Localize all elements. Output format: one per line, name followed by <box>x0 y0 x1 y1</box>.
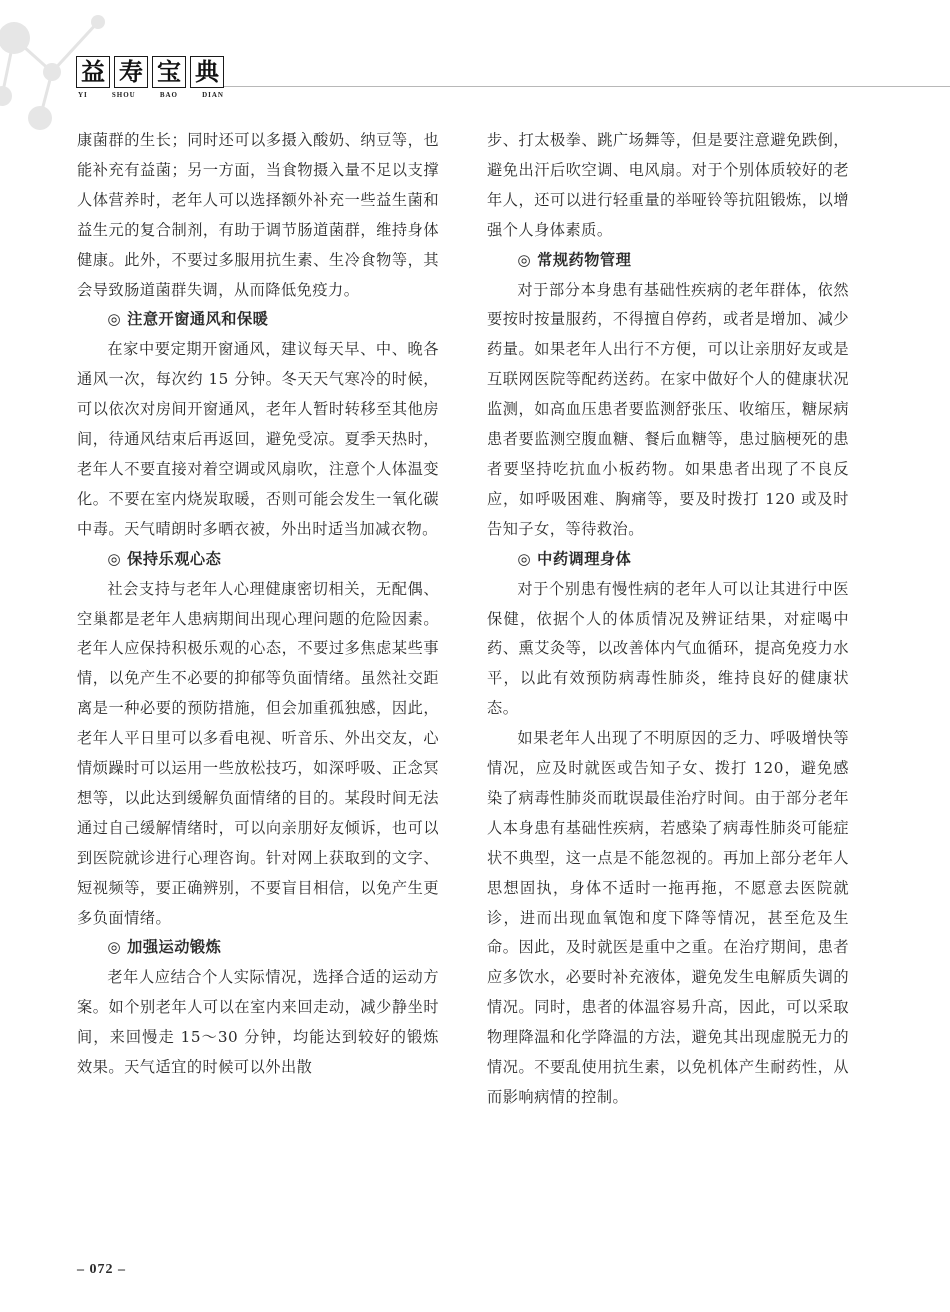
body-paragraph: 对于部分本身患有基础性疾病的老年群体，依然要按时按量服药，不得擅自停药，或者是增加、减少药量。如果老年人出行不方便，可以让亲朋好友或是互联网医院等配药送药。在家中做好个人的健康状况监测，如高血压患者要监测舒张压、收缩压，糖尿病患者要监测空腹血糖、餐后血糖等，患过脑梗死的患者要坚持吃抗血小板药物。如果患者出现了不良反应，如呼吸困难、胸痛等，要及时拨打 120 或及时告知子女，等待救治。 <box>487 280 849 538</box>
body-paragraph: 对于个别患有慢性病的老年人可以让其进行中医保健，依据个人的体质情况及辨证结果，对症喝中药、熏艾灸等，以改善体内气血循环，提高免疫力水平，以此有效预防病毒性肺炎，维持良好的健康状态。 <box>487 579 849 718</box>
body-paragraph: 康菌群的生长；同时还可以多摄入酸奶、纳豆等，也能补充有益菌；另一方面，当食物摄入量不足以支撑人体营养时，老年人可以选择额外补充一些益生菌和益生元的复合制剂，有助于调节肠道菌群，维持身体健康。此外，不要过多服用抗生素、生冷食物等，其会导致肠道菌群失调，从而降低免疫力。 <box>77 131 439 299</box>
pinyin-syllable: YI <box>78 91 88 99</box>
section-heading <box>487 246 849 276</box>
pinyin-syllable: DIAN <box>202 91 224 99</box>
section-heading-text: 常规药物管理 <box>537 250 632 269</box>
right-column <box>487 126 849 1113</box>
header-rule <box>222 86 950 87</box>
section-heading <box>487 545 849 575</box>
body-paragraph: 老年人应结合个人实际情况，选择合适的运动方案。如个别老年人可以在室内来回走动，减少静坐时间，来回慢走 15～30 分钟，均能达到较好的锻炼效果。天气适宜的时候可以外出散 <box>77 968 439 1077</box>
body-paragraph: 步、打太极拳、跳广场舞等，但是要注意避免跌倒，避免出汗后吹空调、电风扇。对于个别体质较好的老年人，还可以进行轻重量的举哑铃等抗阻锻炼，以增强个人身体素质。 <box>487 131 849 239</box>
logo-char: 典 <box>190 56 224 88</box>
body-paragraph: 社会支持与老年人心理健康密切相关，无配偶、空巢都是老年人患病期间出现心理问题的危险因素。老年人应保持积极乐观的心态，不要过多焦虑某些事情，以免产生不必要的抑郁等负面情绪。虽然社交距离是一种必要的预防措施，但会加重孤独感，因此，老年人平日里可以多看电视、听音乐、外出交友，心情烦躁时可以运用一些放松技巧，如深呼吸、正念冥想等，以此达到缓解负面情绪的目的。某段时间无法通过自己缓解情绪时，可以向亲朋好友倾诉，也可以到医院就诊进行心理咨询。针对网上获取到的文字、短视频等，要正确辨别，不要盲目相信，以免产生更多负面情绪。 <box>77 579 439 927</box>
section-heading-text: 注意开窗通风和保暖 <box>127 310 269 329</box>
section-heading-text: 加强运动锻炼 <box>127 938 222 957</box>
heading-marker: ◎ <box>107 310 122 329</box>
section-heading-text: 保持乐观心态 <box>127 549 222 568</box>
logo-char: 益 <box>76 56 110 88</box>
logo-char: 寿 <box>114 56 148 88</box>
pinyin-syllable: SHOU <box>111 91 136 99</box>
section-heading <box>77 545 439 575</box>
left-column <box>77 126 439 1083</box>
heading-marker: ◎ <box>517 549 532 568</box>
heading-marker: ◎ <box>517 250 532 269</box>
section-heading <box>77 933 439 963</box>
body-paragraph: 在家中要定期开窗通风，建议每天早、中、晚各通风一次，每次约 15 分钟。冬天天气寒冷的时候，可以依次对房间开窗通风，老年人暂时转移至其他房间，待通风结束后再返回，避免受凉。夏季天热时，老年人不要直接对着空调或风扇吹，注意个人体温变化。不要在室内烧炭取暖，否则可能会发生一氧化碳中毒。天气晴朗时多晒衣被，外出时适当加减衣物。 <box>77 340 439 538</box>
body-paragraph: 如果老年人出现了不明原因的乏力、呼吸增快等情况，应及时就医或告知子女、拨打 120，避免感染了病毒性肺炎而耽误最佳治疗时间。由于部分老年人本身患有基础性疾病，若感染了病毒性肺炎可能症状不典型，这一点是不能忽视的。再加上部分老年人思想固执，身体不适时一拖再拖，不愿意去医院就诊，进而出现血氧饱和度下降等情况，甚至危及生命。因此，及时就医是重中之重。在治疗期间，患者应多饮水，必要时补充液体，避免发生电解质失调的情况。同时，患者的体温容易升高，因此，可以采取物理降温和化学降温的方法，避免其出现虚脱无力的情况。不要乱使用抗生素，以免机体产生耐药性，从而影响病情的控制。 <box>487 729 849 1106</box>
section-heading-text: 中药调理身体 <box>537 549 632 568</box>
section-heading <box>77 305 439 335</box>
heading-marker: ◎ <box>107 549 122 568</box>
logo-char: 宝 <box>152 56 186 88</box>
logo-pinyin <box>78 91 224 99</box>
heading-marker: ◎ <box>107 938 122 957</box>
page-number: – 072 – <box>77 1262 126 1277</box>
pinyin-syllable: BAO <box>159 91 178 99</box>
magazine-logo <box>76 56 224 88</box>
